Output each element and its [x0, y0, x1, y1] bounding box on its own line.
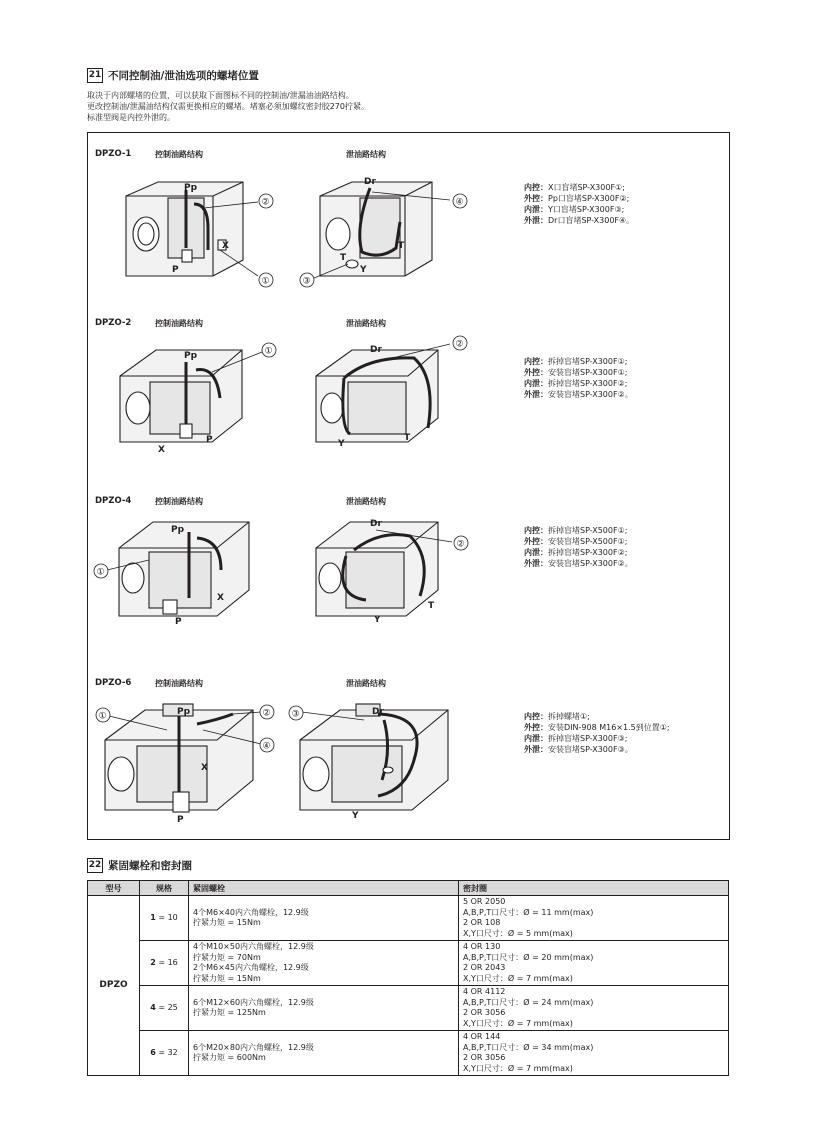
- port-label-dr: Dr: [364, 177, 376, 187]
- size-cell: 4 = 25: [140, 986, 189, 1031]
- model-cell: DPZO: [88, 896, 140, 1076]
- port-label-t2: T: [398, 241, 405, 251]
- bolts-cell: 6个M12×60内六角螺栓，12.9级 拧紧力矩 = 125Nm: [189, 986, 459, 1031]
- note-line: 外泄：Dr口盲堵SP-X300F④。: [524, 216, 635, 225]
- model-label: DPZO-1: [95, 149, 132, 159]
- section-number-box: 21: [87, 68, 103, 83]
- header-size: 规格: [140, 881, 189, 896]
- size-cell: 1 = 10: [140, 896, 189, 941]
- pilot-label: 控制油路结构: [155, 150, 203, 159]
- pilot-label: 控制油路结构: [155, 319, 203, 328]
- callout-2: ②: [262, 708, 271, 719]
- callout-3: ③: [302, 276, 311, 287]
- header-seals: 密封圈: [459, 881, 729, 896]
- callout-1: ①: [261, 276, 270, 287]
- notes-block: [524, 525, 633, 569]
- note-line: 内泄：拆掉盲堵SP-X300F②;: [524, 548, 628, 557]
- section-number-box: 22: [87, 858, 103, 873]
- intro-line: 标准型阀是内控外泄的。: [87, 113, 175, 122]
- note-line: 内控：X口盲堵SP-X300F①;: [524, 183, 625, 192]
- port-label-p: P: [206, 435, 213, 445]
- callout-4: ④: [262, 741, 271, 752]
- dpzo1-drain-drawing: [300, 168, 470, 288]
- port-label-pp: Pp: [171, 525, 185, 535]
- port-label-pp: Pp: [177, 707, 191, 717]
- section-title: 紧固螺栓和密封圈: [108, 860, 192, 872]
- port-label-t: T: [428, 601, 435, 611]
- callout-2: ②: [261, 197, 270, 208]
- note-line: 外控：Pp口盲堵SP-X300F②;: [524, 194, 630, 203]
- port-label-t: T: [340, 253, 347, 263]
- dpzo4-drain-drawing: [310, 516, 470, 631]
- port-label-x: X: [158, 445, 165, 455]
- header-bolts: 紧固螺栓: [189, 881, 459, 896]
- port-label-x: X: [222, 241, 229, 251]
- note-line: 内泄：Y口盲堵SP-X300F③;: [524, 205, 625, 214]
- note-line: 内控：拆掉盲堵SP-X300F①;: [524, 357, 628, 366]
- table-row: [88, 986, 729, 1031]
- seals-cell: 5 OR 2050 A,B,P,T口尺寸：Ø = 11 mm(max) 2 OR 108 X,Y口尺寸：Ø = 5 mm(max): [459, 896, 729, 941]
- seals-cell: 4 OR 4112 A,B,P,T口尺寸：Ø = 24 mm(max) 2 OR 3056 X,Y口尺寸：Ø = 7 mm(max): [459, 986, 729, 1031]
- callout-2: ②: [455, 339, 464, 350]
- dpzo4-pilot-drawing: [93, 516, 268, 631]
- port-label-y: Y: [338, 439, 345, 449]
- note-line: 内泄：拆掉盲堵SP-X300F②;: [524, 379, 628, 388]
- model-label: DPZO-4: [95, 496, 132, 506]
- callout-4: ④: [455, 197, 464, 208]
- callout-1: ①: [96, 567, 105, 578]
- port-label-pp: Pp: [184, 351, 198, 361]
- port-label-y: Y: [360, 265, 367, 275]
- seals-cell: 4 OR 130 A,B,P,T口尺寸：Ø = 20 mm(max) 2 OR 2043 X,Y口尺寸：Ø = 7 mm(max): [459, 941, 729, 986]
- table-row: [88, 896, 729, 941]
- bolts-seals-table: [87, 880, 729, 1076]
- note-line: 内控：拆掉螺堵①;: [524, 712, 590, 721]
- port-label-pp: Pp: [184, 183, 198, 193]
- bolts-cell: 6个M20×80内六角螺栓，12.9级 拧紧力矩 = 600Nm: [189, 1031, 459, 1076]
- section-title: 不同控制油/泄油选项的螺堵位置: [108, 70, 259, 82]
- notes-block: [524, 711, 670, 755]
- note-line: 外泄：安装盲堵SP-X300F③。: [524, 745, 633, 754]
- intro-line: 取决于内部螺堵的位置，可以获取下面图标不同的控制油/泄漏油油路结构。: [87, 91, 354, 100]
- note-line: 外控：安装DIN-908 M16×1.5到位置①;: [524, 723, 670, 732]
- note-line: 外泄：安装盲堵SP-X300F②。: [524, 390, 633, 399]
- pilot-label: 控制油路结构: [155, 679, 203, 688]
- note-line: 内控：拆掉盲堵SP-X500F①;: [524, 526, 628, 535]
- dpzo1-pilot-drawing: [118, 168, 283, 288]
- callout-2: ②: [456, 539, 465, 550]
- section-intro: [87, 90, 369, 123]
- port-label-t: T: [404, 433, 411, 443]
- port-label-dr: Dr: [370, 519, 382, 529]
- port-label-p: P: [177, 815, 184, 825]
- port-label-dr: Dr: [372, 707, 384, 717]
- table-row: [88, 941, 729, 986]
- dpzo2-pilot-drawing: [112, 338, 287, 458]
- dpzo2-drain-drawing: [310, 338, 470, 458]
- seals-cell: 4 OR 144 A,B,P,T口尺寸：Ø = 34 mm(max) 2 OR 3056 X,Y口尺寸：Ø = 7 mm(max): [459, 1031, 729, 1076]
- bolts-cell: 4个M10×50内六角螺栓，12.9级 拧紧力矩 = 70Nm 2个M6×45内六角螺栓，12.9级 拧紧力矩 = 15Nm: [189, 941, 459, 986]
- pilot-label: 控制油路结构: [155, 497, 203, 506]
- port-label-x: X: [217, 593, 224, 603]
- dpzo6-pilot-drawing: [93, 700, 278, 825]
- notes-block: [524, 182, 634, 226]
- note-line: 外控：安装盲堵SP-X500F①;: [524, 537, 628, 546]
- header-model: 型号: [88, 881, 140, 896]
- notes-block: [524, 356, 633, 400]
- model-label: DPZO-6: [95, 678, 132, 688]
- callout-1: ①: [98, 711, 107, 722]
- drain-label: 泄油路结构: [346, 150, 386, 159]
- drain-label: 泄油路结构: [346, 497, 386, 506]
- port-label-p: P: [175, 617, 182, 627]
- port-label-y: Y: [374, 615, 381, 625]
- size-cell: 6 = 32: [140, 1031, 189, 1076]
- port-label-y: Y: [352, 811, 359, 821]
- table-row: [88, 1031, 729, 1076]
- callout-1: ①: [264, 346, 273, 357]
- drain-label: 泄油路结构: [346, 679, 386, 688]
- note-line: 内泄：拆掉盲堵SP-X300F③;: [524, 734, 628, 743]
- intro-line: 更改控制油/泄漏油结构仅需更换相应的螺堵。堵塞必须加螺纹密封胶270拧紧。: [87, 102, 369, 111]
- port-label-x: X: [201, 763, 208, 773]
- dpzo6-drain-drawing: [288, 700, 463, 825]
- port-label-p: P: [172, 265, 179, 275]
- port-label-dr: Dr: [370, 345, 382, 355]
- callout-3: ③: [291, 709, 300, 720]
- drain-label: 泄油路结构: [346, 319, 386, 328]
- size-cell: 2 = 16: [140, 941, 189, 986]
- model-label: DPZO-2: [95, 318, 132, 328]
- note-line: 外控：安装盲堵SP-X300F①;: [524, 368, 628, 377]
- note-line: 外泄：安装盲堵SP-X300F②。: [524, 559, 633, 568]
- bolts-cell: 4个M6×40内六角螺栓，12.9级 拧紧力矩 = 15Nm: [189, 896, 459, 941]
